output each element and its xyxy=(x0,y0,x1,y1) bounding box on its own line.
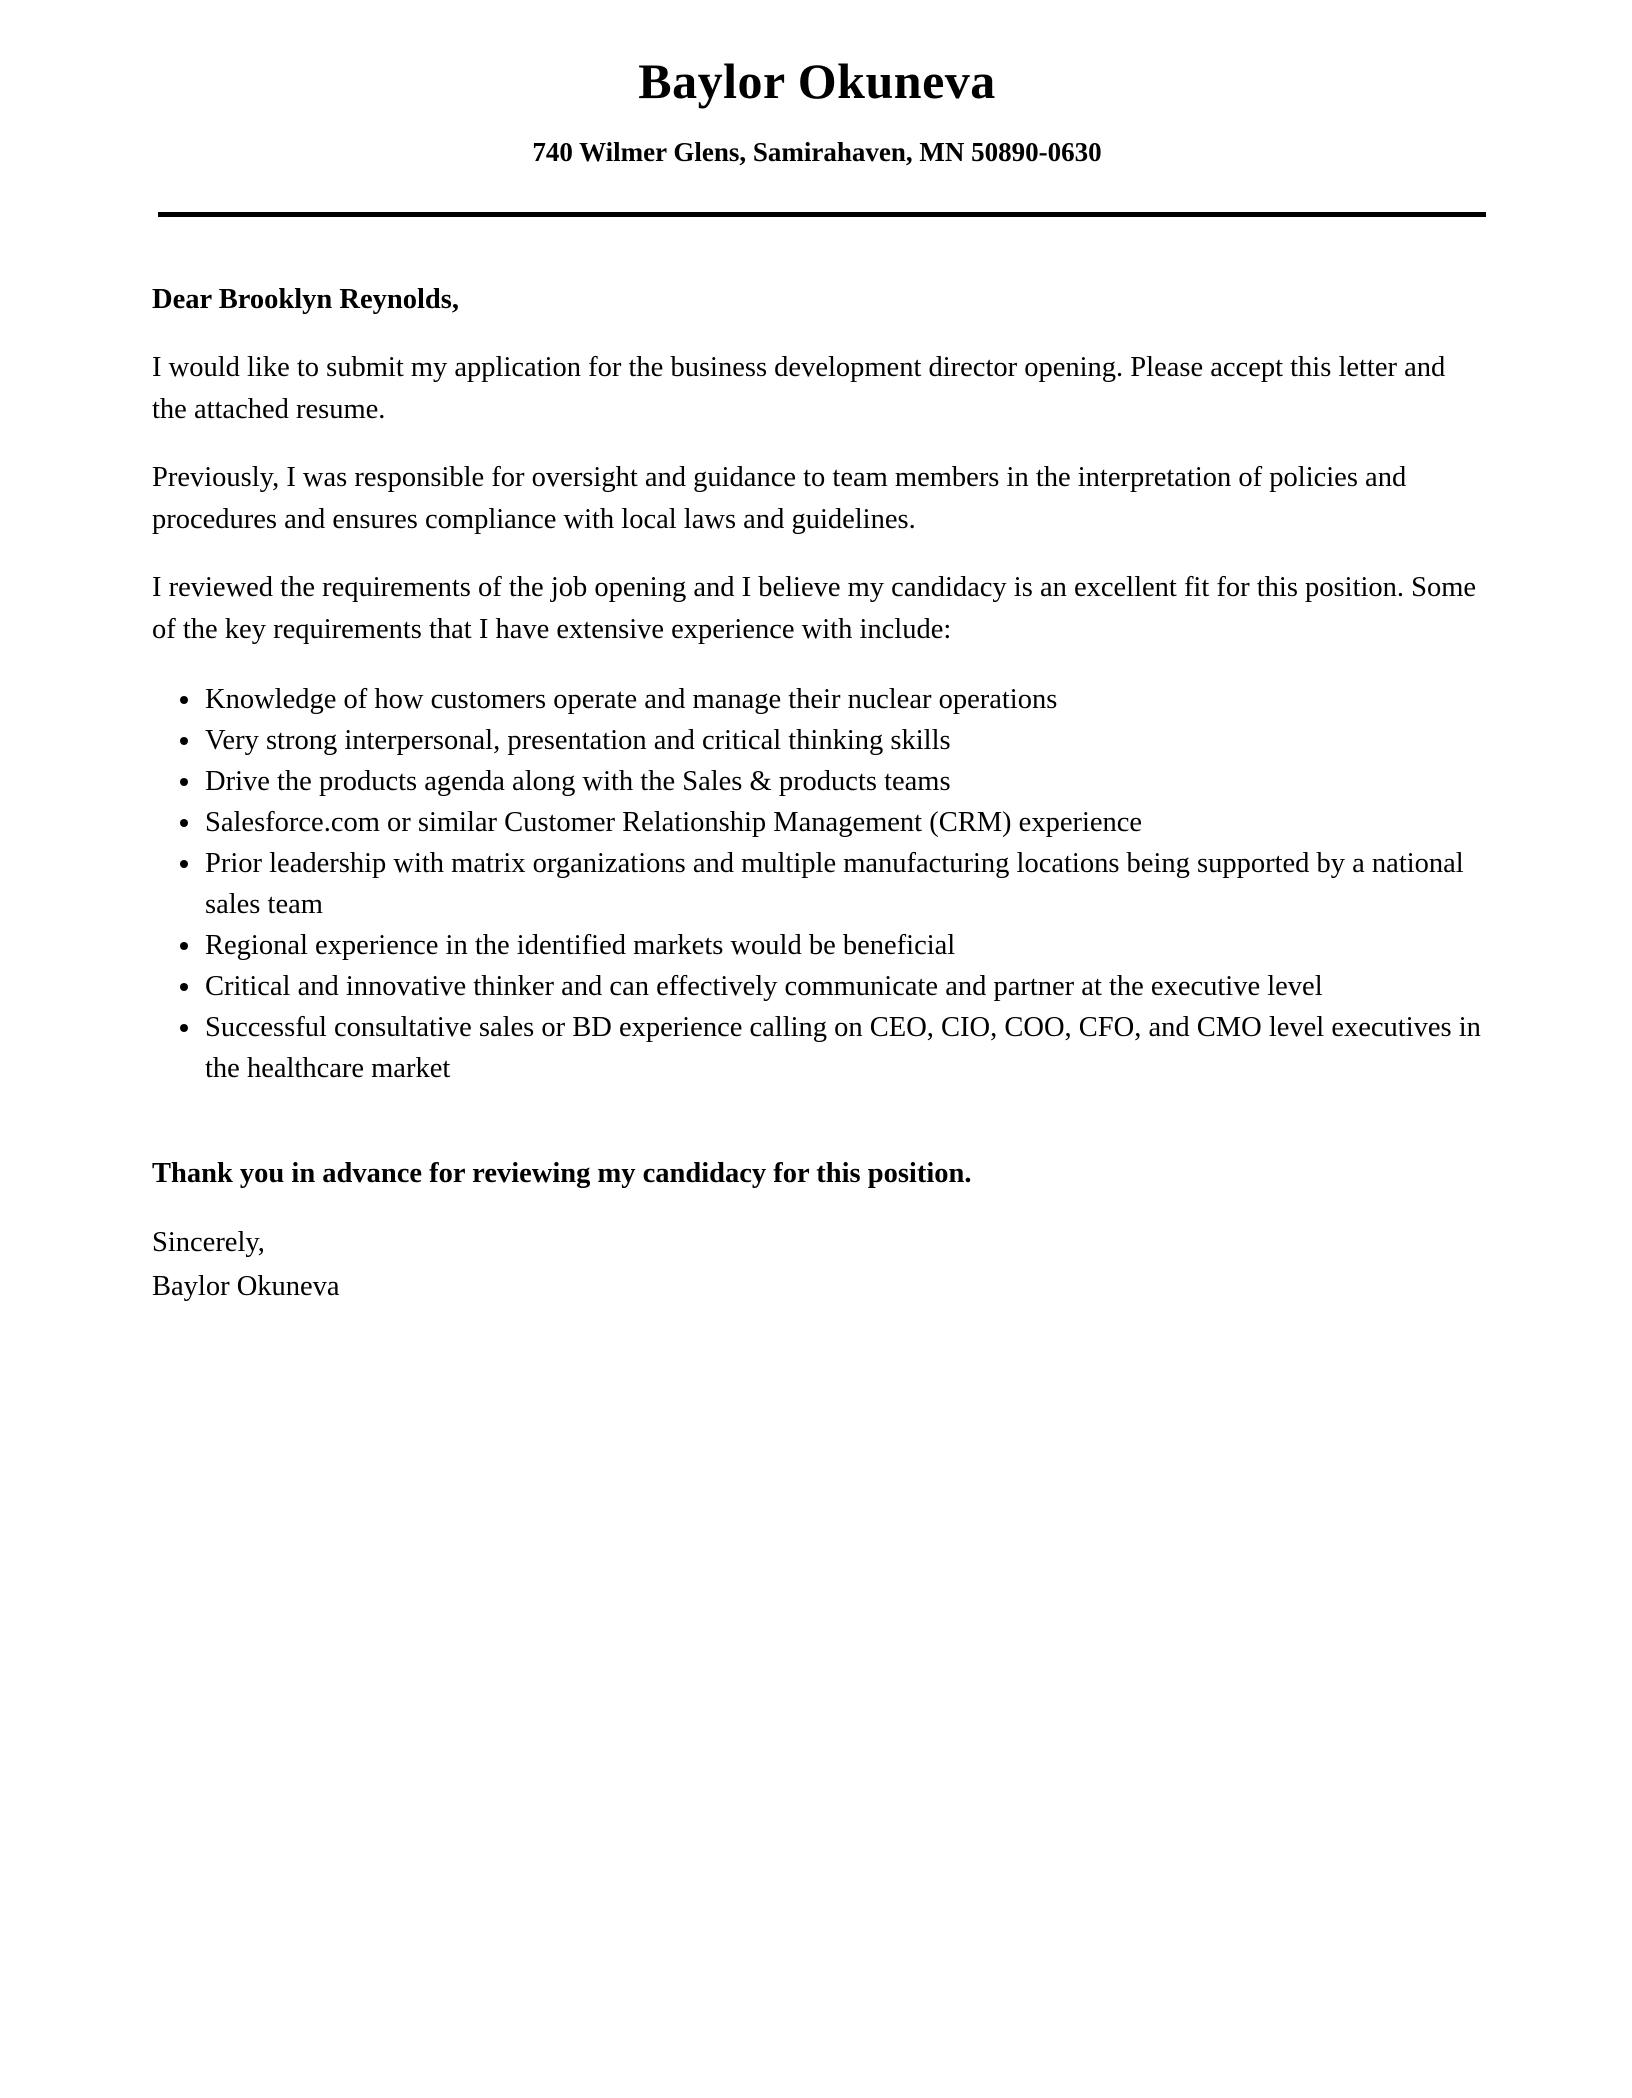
bullet-item: • Knowledge of how customers operate and manage their nuclear operations xyxy=(203,679,1482,720)
bullet-item: • Prior leadership with matrix organizations and multiple manufacturing locations being supported by a national sales team xyxy=(203,843,1482,925)
bullet-item: • Very strong interpersonal, presentation and critical thinking skills xyxy=(203,720,1482,761)
signoff: Sincerely, xyxy=(152,1226,265,1258)
bullet-item: • Successful consultative sales or BD experience calling on CEO, CIO, COO, CFO, and CMO level executives in the healthcare market xyxy=(203,1007,1482,1089)
paragraph-requirements-intro: I reviewed the requirements of the job opening and I believe my candidacy is an excellent fit for this position. Some of the key requirements that I have extensive experience with include: xyxy=(152,571,1477,645)
paragraph-previous-experience: Previously, I was responsible for oversight and guidance to team members in the interpretation of policies and procedures and ensures compliance with local laws and guidelines. xyxy=(152,461,1407,535)
closing-thanks-line: Thank you in advance for reviewing my candidacy for this position. xyxy=(152,1157,972,1189)
letter-body xyxy=(152,279,1482,1309)
bullet-item: • Salesforce.com or similar Customer Relationship Management (CRM) experience xyxy=(203,802,1482,843)
bullet-item: • Critical and innovative thinker and can effectively communicate and partner at the executive level xyxy=(203,966,1482,1007)
salutation: Dear Brooklyn Reynolds, xyxy=(152,283,459,315)
bullet-item: • Drive the products agenda along with the Sales & products teams xyxy=(203,761,1482,802)
letter-header xyxy=(152,50,1482,217)
paragraph-application: I would like to submit my application for the business development director opening. Please accept this letter and the attached resume. xyxy=(152,351,1446,425)
signoff-block xyxy=(152,1221,1482,1309)
header-divider xyxy=(158,212,1486,217)
bullet-item: • Regional experience in the identified markets would be beneficial xyxy=(203,925,1482,966)
requirements-list xyxy=(152,679,1482,1089)
sender-name-heading: Baylor Okuneva xyxy=(638,53,996,109)
sender-address: 740 Wilmer Glens, Samirahaven, MN 50890-0630 xyxy=(532,136,1102,167)
signature-name: Baylor Okuneva xyxy=(152,1270,340,1302)
